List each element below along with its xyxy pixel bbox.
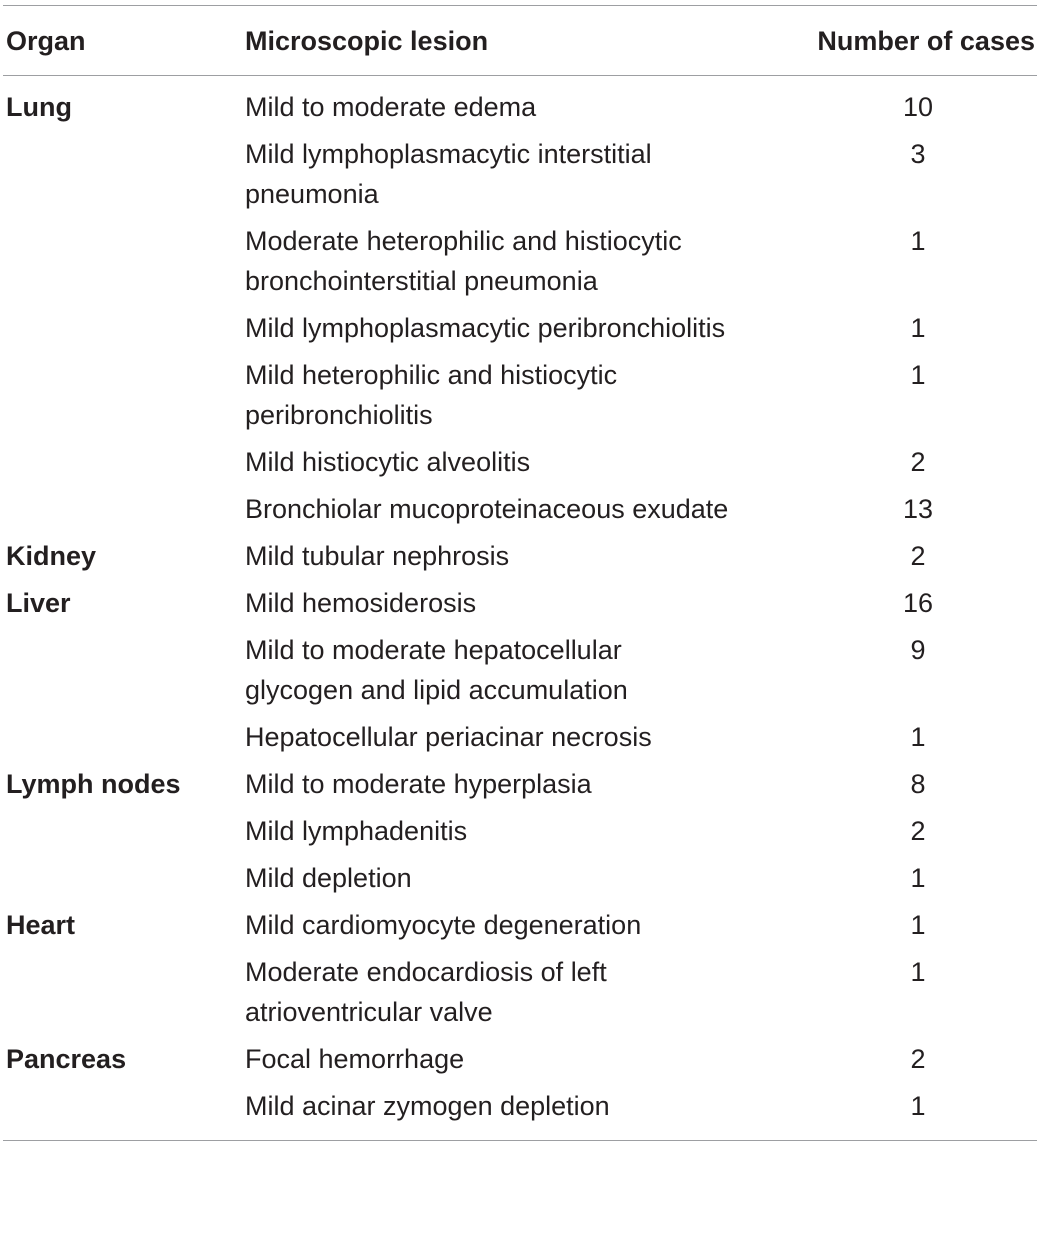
cases-cell: 1 [910,226,926,256]
cases-cell: 1 [910,910,926,940]
table-row [3,627,1037,714]
organ-cell: Heart [6,910,76,940]
lesion-column-header: Microscopic lesion [245,26,489,56]
cases-cell: 1 [910,313,926,343]
table-body [3,76,1037,1140]
table-row [3,76,1037,131]
table-row [3,352,1037,439]
lesion-cell: Mild lymphoplasmacytic interstitial pneumonia [245,139,652,209]
table-row [3,808,1037,855]
table-row [3,486,1037,533]
cases-cell: 9 [910,635,926,665]
lesion-cell: Mild cardiomyocyte degeneration [245,910,642,940]
cases-cell: 1 [910,360,926,390]
table-row [3,533,1037,580]
organ-cell: Pancreas [6,1044,127,1074]
organ-cell: Lung [6,92,72,122]
lesion-cell: Mild heterophilic and histiocytic peribronchiolitis [245,360,618,430]
table-row [3,902,1037,949]
table-row [3,761,1037,808]
cases-cell: 13 [902,494,934,524]
cases-cell: 1 [910,863,926,893]
organ-cell [3,1083,245,1140]
cases-cell: 2 [910,447,926,477]
cases-cell: 2 [910,816,926,846]
organ-cell [3,439,245,486]
lesion-cell: Mild to moderate hyperplasia [245,769,592,799]
table-row [3,714,1037,761]
organ-cell [3,305,245,352]
lesion-table-container [3,0,1037,1141]
table-row [3,855,1037,902]
cases-cell: 3 [910,139,926,169]
organ-column-header: Organ [6,26,86,56]
lesion-table [3,6,1037,75]
lesion-cell: Mild lymphadenitis [245,816,468,846]
lesion-cell: Mild to moderate hepatocellular glycogen and lipid accumulation [245,635,628,705]
lesion-cell: Mild histiocytic alveolitis [245,447,531,477]
lesion-cell: Hepatocellular periacinar necrosis [245,722,652,752]
lesion-cell: Focal hemorrhage [245,1044,465,1074]
cases-cell: 1 [910,957,926,987]
table-row [3,1036,1037,1083]
table-row [3,949,1037,1036]
organ-cell [3,218,245,305]
cases-column-header: Number of cases [817,26,1035,56]
table-row [3,439,1037,486]
organ-cell [3,627,245,714]
lesion-cell: Mild lymphoplasmacytic peribronchiolitis [245,313,726,343]
table-row [3,305,1037,352]
cases-cell: 10 [902,92,934,122]
table-row [3,218,1037,305]
lesion-cell: Moderate heterophilic and histiocytic bronchointerstitial pneumonia [245,226,682,296]
lesion-table-body [3,76,1037,1140]
organ-cell: Kidney [6,541,97,571]
lesion-cell: Mild depletion [245,863,412,893]
table-row [3,580,1037,627]
table-header [3,6,1037,75]
organ-cell [3,486,245,533]
lesion-cell: Mild to moderate edema [245,92,537,122]
organ-cell: Liver [6,588,71,618]
organ-cell [3,808,245,855]
cases-cell: 8 [910,769,926,799]
table-row [3,1083,1037,1140]
organ-cell [3,855,245,902]
cases-cell: 2 [910,541,926,571]
header-row [3,6,1037,75]
table-row [3,131,1037,218]
lesion-cell: Bronchiolar mucoproteinaceous exudate [245,494,729,524]
organ-cell [3,714,245,761]
organ-cell: Lymph nodes [6,769,181,799]
lesion-cell: Moderate endocardiosis of left atrioventricular valve [245,957,607,1027]
organ-cell [3,352,245,439]
organ-cell [3,131,245,218]
cases-cell: 1 [910,722,926,752]
organ-cell [3,949,245,1036]
cases-cell: 1 [910,1091,926,1121]
lesion-cell: Mild hemosiderosis [245,588,477,618]
lesion-cell: Mild tubular nephrosis [245,541,510,571]
bottom-rule [3,1140,1037,1141]
cases-cell: 16 [902,588,934,618]
lesion-cell: Mild acinar zymogen depletion [245,1091,610,1121]
cases-cell: 2 [910,1044,926,1074]
